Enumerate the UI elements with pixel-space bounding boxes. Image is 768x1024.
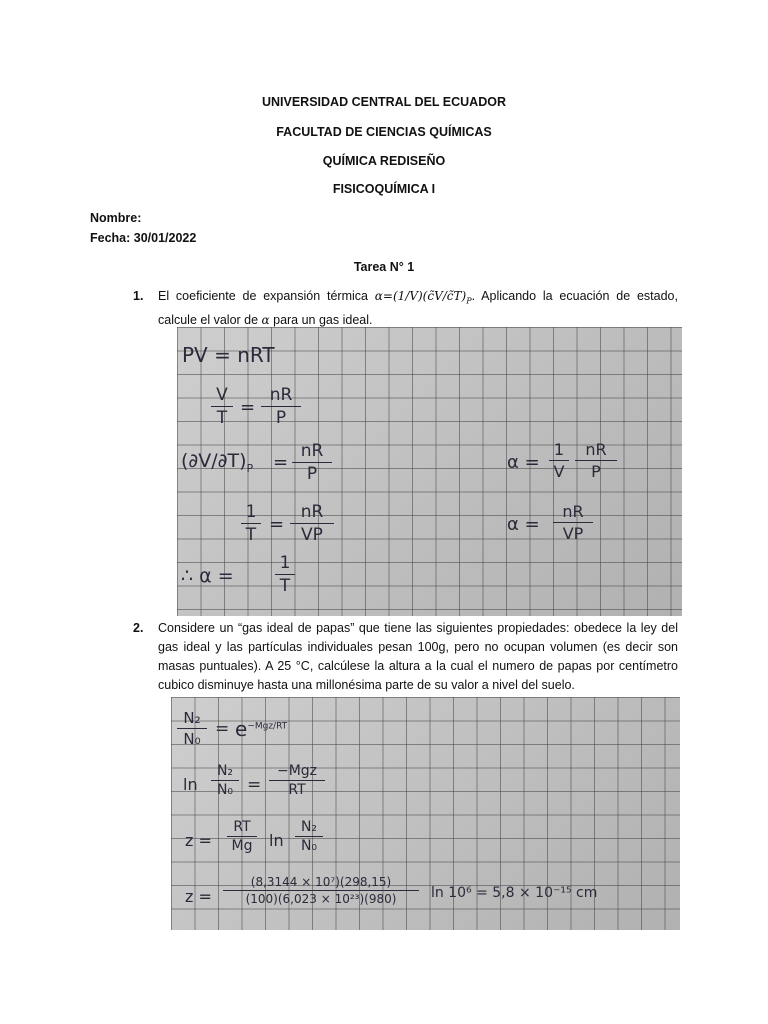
hw2-frac-numeric-den: (100)(6,023 × 10²³)(980) [245,892,397,906]
hw1-eq-2: = [273,452,289,473]
hw2-frac-numeric [223,875,419,906]
hw1-frac-1-v-num: 1 [553,440,565,459]
hw1-frac-nr-p-1 [261,385,301,428]
question-2-number: 2. [133,621,144,635]
question-2-text: Considere un “gas ideal de papas” que tiene las siguientes propiedades: obedece la ley del gas ideal y las partículas individuales pesan 100g, pero no ocupan volumen (es decir son masas puntuales). A 25 °C, calcúlese la altura a la cual el numero de papas por centímetro cubico disminuye hasta una millonésima parte de su valor a nivel del suelo. [158,621,678,692]
hw1-frac-result [275,553,295,596]
hw1-frac-1-t-den: T [245,525,257,545]
hw2-z-eq-2: z = [185,887,212,906]
hw1-frac-1-v-den: V [553,462,565,481]
hw1-frac-nr-p-2 [292,441,332,484]
university-name: UNIVERSIDAD CENTRAL DEL ECUADOR [261,95,506,109]
hw1-eq-3: = [269,514,285,535]
question-1-number: 1. [133,289,144,303]
hw2-frac-n2-n0-num: N₂ [183,709,201,727]
hw2-frac-rt-mg [227,819,257,854]
handwritten-solution-1 [177,327,682,616]
hw2-frac-n-n0-2-den: N₀ [300,838,318,854]
hw2-frac-numeric-num: (8,3144 × 10⁷)(298,15) [250,875,392,889]
hw2-frac-n2-n0-den: N₀ [183,730,201,748]
faculty-name: FACULTAD DE CIENCIAS QUÍMICAS [276,125,492,139]
hw1-frac-nr-vp-2-num: nR [562,502,584,521]
program-name: QUÍMICA REDISEÑO [322,154,446,168]
hw2-eq-1: = [215,719,230,739]
hw1-frac-result-den: T [279,576,291,596]
hw1-alpha-eq-1: α = [507,452,540,473]
hw2-frac-rt-mg-den: Mg [231,838,253,854]
hw2-frac-n2-n0 [177,709,207,748]
date-label: Fecha: 30/01/2022 [90,231,197,245]
question-1-text [158,287,678,330]
hw1-frac-nr-vp-num: nR [300,502,324,522]
hw2-frac-n-n0-2-num: N₂ [300,819,318,835]
hw2-frac-ln-n-num: N₂ [216,763,234,779]
hw1-alpha-eq-2: α = [507,514,540,535]
hw1-result-prefix: ∴ α = [181,565,234,587]
q1-text-c: para un gas ideal. [269,312,373,327]
hw1-frac-nr-p-3 [575,440,617,481]
hw2-eq-2: = [247,775,262,795]
assignment-title: Tarea N° 1 [353,260,415,274]
hw2-frac-mgz-rt-num: −Mgz [276,763,318,779]
hw1-frac-nr-p-2-num: nR [300,441,324,461]
hw1-frac-nr-vp [290,502,334,545]
hw2-final-result: ln 10⁶ = 5,8 × 10⁻¹⁵ cm [431,885,598,901]
q1-formula-sub: P [466,296,472,306]
hw1-eq-1: = [240,397,256,418]
handwritten-solution-2 [171,697,680,930]
hw1-frac-nr-p-3-den: P [591,462,601,481]
hw1-frac-nr-p-1-den: P [275,408,287,428]
hw2-ln-2: ln [269,831,284,850]
hw1-frac-v-t [211,385,233,428]
hw1-frac-nr-p-3-num: nR [585,440,607,459]
hw2-frac-n-n0-2 [295,819,323,854]
hw2-z-eq-1: z = [185,831,212,850]
hw2-frac-mgz-rt-den: RT [288,782,306,798]
hw1-frac-v-t-num: V [216,385,228,405]
hw1-frac-1-t [241,502,261,545]
hw1-frac-nr-p-2-den: P [306,464,318,484]
hw2-frac-rt-mg-num: RT [233,819,251,835]
hw2-frac-ln-n-den: N₀ [216,782,234,798]
q1-text-b: . Aplicando la ecuación de estado, calcule el valor de [158,289,678,327]
hw1-frac-nr-vp-2 [553,502,593,543]
hw1-frac-nr-vp-2-den: VP [562,524,584,543]
hw1-frac-1-t-num: 1 [245,502,257,522]
q1-formula: α=(1/V)(c̃V/c̃T) [374,289,467,303]
q1-text-a: El coeficiente de expansión térmica [158,289,375,303]
hw2-frac-ln-n [211,763,239,798]
hw1-frac-nr-p-1-num: nR [269,385,293,405]
hw2-frac-mgz-rt [269,763,325,798]
hw2-exponential: $e^{-Mgz/RT}$ [235,717,288,741]
name-label: Nombre: [90,211,142,225]
course-name: FISICOQUÍMICA I [332,182,436,196]
hw1-frac-v-t-den: T [216,408,228,428]
q1-alpha: α [261,312,270,327]
hw1-frac-nr-vp-den: VP [301,525,323,545]
hw1-partial-derivative: $(\partial V/\partial T)_P$ [181,450,254,475]
hw1-ideal-gas-law: PV = nRT [182,343,275,367]
hw1-frac-1-v [549,440,569,481]
hw2-ln-1: ln [183,775,198,794]
hw1-frac-result-num: 1 [279,553,291,573]
